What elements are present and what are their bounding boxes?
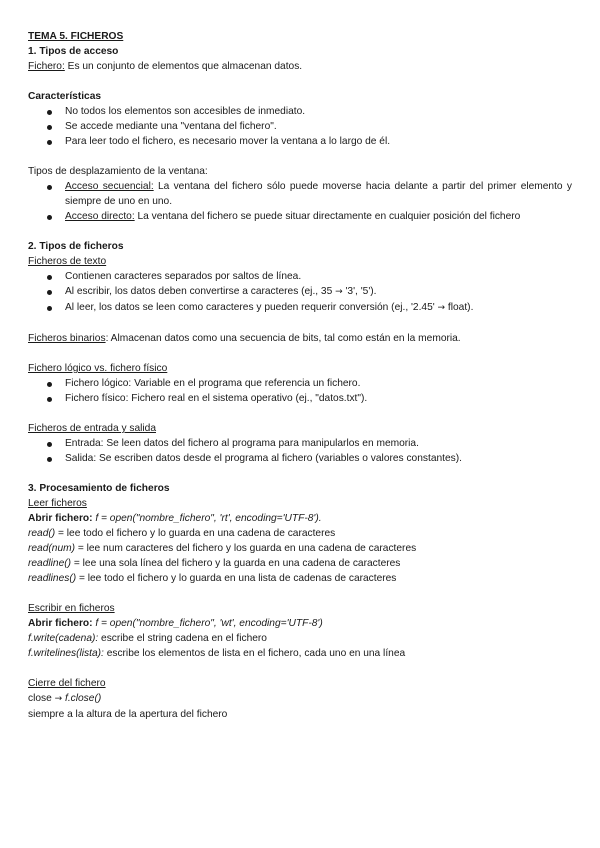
abrir-label: Abrir fichero: <box>28 618 93 629</box>
readnum-desc: = lee num caracteres del fichero y los guarda en una cadena de caracteres <box>75 543 417 554</box>
ficheros-texto-heading: Ficheros de texto <box>28 256 107 267</box>
document-content <box>28 29 572 722</box>
texto-3a: Al leer, los datos se leen como caracteres y pueden requerir conversión (ej., '2.45' <box>65 302 438 313</box>
read-line <box>28 526 572 541</box>
arrow-right-icon: → <box>437 303 446 313</box>
abrir-w-code: f = open("nombre_fichero", 'wt', encoding='UTF-8') <box>92 618 323 629</box>
list-item: Fichero físico: Fichero real en el sistema operativo (ej., "datos.txt"). <box>28 391 572 406</box>
list-item <box>28 284 572 300</box>
list-item: Fichero lógico: Variable en el programa que referencia un fichero. <box>28 376 572 391</box>
desplazamiento-list <box>28 179 572 224</box>
ficheros-binarios-term: Ficheros binarios <box>28 333 106 344</box>
close-code: f.close() <box>62 693 102 704</box>
entrada-salida-list <box>28 436 572 466</box>
entrada-salida-heading: Ficheros de entrada y salida <box>28 423 156 434</box>
ficheros-binarios <box>28 331 572 346</box>
section-1-heading: 1. Tipos de acceso <box>28 46 119 57</box>
acceso-directo-def: La ventana del fichero se puede situar directamente en cualquier posición del fichero <box>134 211 521 222</box>
section-3-heading: 3. Procesamiento de ficheros <box>28 483 170 494</box>
readnum-code: read(num) <box>28 543 75 554</box>
readnum-line <box>28 541 572 556</box>
read-desc: = lee todo el fichero y lo guarda en una cadena de caracteres <box>55 528 336 539</box>
logico-fisico-heading: Fichero lógico vs. fichero físico <box>28 363 168 374</box>
page-title: TEMA 5. FICHEROS <box>28 31 124 42</box>
caracteristicas-list <box>28 104 572 149</box>
cierre-heading: Cierre del fichero <box>28 678 106 689</box>
arrow-right-icon: → <box>335 287 343 297</box>
readline-line <box>28 556 572 571</box>
write-code: f.write(cadena): <box>28 633 99 644</box>
texto-3b: float). <box>445 302 474 313</box>
section-2-heading: 2. Tipos de ficheros <box>28 241 124 252</box>
list-item: Se accede mediante una "ventana del fichero". <box>28 119 572 134</box>
ficheros-texto-list <box>28 269 572 316</box>
abrir-escritura-line <box>28 616 572 631</box>
readline-code: readline() <box>28 558 72 569</box>
list-item: No todos los elementos son accesibles de inmediato. <box>28 104 572 119</box>
leer-ficheros-heading: Leer ficheros <box>28 498 87 509</box>
arrow-right-icon: → <box>54 694 63 704</box>
list-item: Contienen caracteres separados por saltos de línea. <box>28 269 572 284</box>
writelines-code: f.writelines(lista): <box>28 648 104 659</box>
ficheros-binarios-def: : Almacenan datos como una secuencia de bits, tal como están en la memoria. <box>105 333 461 344</box>
readlines-line <box>28 571 572 586</box>
list-item: Salida: Se escriben datos desde el programa al fichero (variables o valores constantes). <box>28 451 572 466</box>
list-item: Entrada: Se leen datos del fichero al programa para manipularlos en memoria. <box>28 436 572 451</box>
acceso-secuencial-def: La ventana del fichero sólo puede moverse hacia delante a partir del primer elemento y siempre de uno en uno. <box>65 181 572 207</box>
write-line <box>28 631 572 646</box>
close-text: close <box>28 693 55 704</box>
write-desc: escribe el string cadena en el fichero <box>98 633 267 644</box>
acceso-directo-term: Acceso directo: <box>65 211 135 222</box>
cierre-note: siempre a la altura de la apertura del fichero <box>28 709 228 720</box>
read-code: read() <box>28 528 56 539</box>
list-item <box>28 300 572 316</box>
fichero-def: Es un conjunto de elementos que almacenan datos. <box>64 61 303 72</box>
readlines-desc: = lee todo el fichero y lo guarda en una lista de cadenas de caracteres <box>76 573 397 584</box>
abrir-lectura-line <box>28 511 572 526</box>
desplazamiento-intro: Tipos de desplazamiento de la ventana: <box>28 166 208 177</box>
texto-2b: '3', '5'). <box>342 286 377 297</box>
fichero-term: Fichero: <box>28 61 65 72</box>
abrir-label: Abrir fichero: <box>28 513 93 524</box>
writelines-line <box>28 646 572 661</box>
caracteristicas-heading: Características <box>28 91 102 102</box>
fichero-definition <box>28 59 572 74</box>
list-item <box>28 179 572 209</box>
list-item <box>28 209 572 224</box>
close-line <box>28 691 572 707</box>
list-item: Para leer todo el fichero, es necesario mover la ventana a lo largo de él. <box>28 134 572 149</box>
texto-2a: Al escribir, los datos deben convertirse a caracteres (ej., 35 <box>65 286 336 297</box>
readlines-code: readlines() <box>28 573 77 584</box>
escribir-ficheros-heading: Escribir en ficheros <box>28 603 115 614</box>
readline-desc: = lee una sola línea del fichero y la guarda en una cadena de caracteres <box>71 558 401 569</box>
abrir-r-code: f = open("nombre_fichero", 'rt', encoding='UTF-8'). <box>92 513 322 524</box>
acceso-secuencial-term: Acceso secuencial: <box>65 181 154 192</box>
writelines-desc: escribe los elementos de lista en el fichero, cada uno en una línea <box>103 648 406 659</box>
logico-fisico-list <box>28 376 572 406</box>
